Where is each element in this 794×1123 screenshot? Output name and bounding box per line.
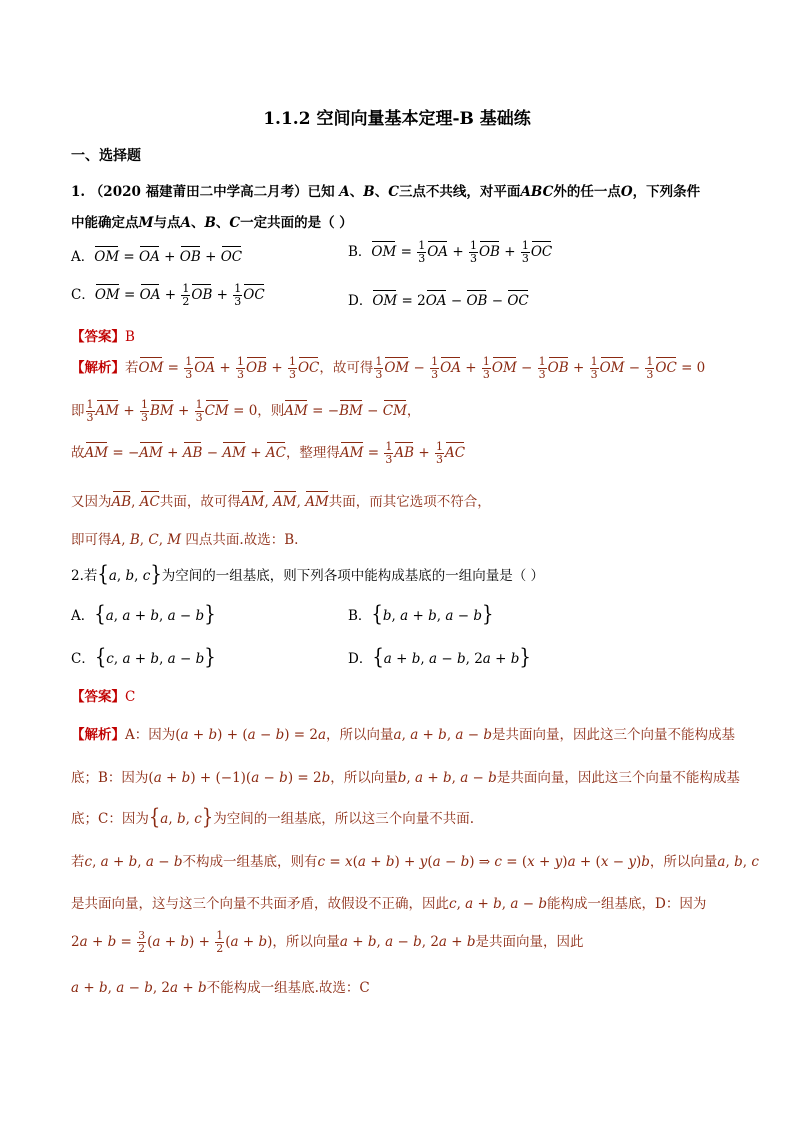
q1-analysis-line3: 故AM = −AM + AB − AM + AC，整理得AM = $\frac{1}{3}$ AB + $\frac{1}{3}$ AC: [71, 440, 466, 466]
q2-analysis-line5: 是共面向量，这与这三个向量不共面矛盾，故假设不正确，因此c, a + b, a − b能构成一组基底，D：因为: [71, 896, 707, 912]
q1-stem-line2: 中能确定点M与点A、B、C一定共面的是（ ）: [71, 215, 353, 231]
q2-analysis-line3: 底；C：因为{a, b, c}为空间的一组基底，所以这三个向量不共面.: [71, 804, 475, 831]
q1-option-c: C．OM = OA + $\frac{1}{2}$ OB + $\frac{1}{3}$ OC: [71, 282, 265, 308]
q1-option-d: D．OM = 2OA − OB − OC: [348, 293, 529, 309]
q1-analysis-line5: 即可得A, B, C, M 四点共面.故选：B.: [71, 532, 299, 548]
q2-analysis-line2: 底；B：因为(a + b) + (−1)(a − b) = 2b，所以向量b, a + b, a − b是共面向量，因此这三个向量不能构成基: [71, 770, 740, 786]
q2-option-a: A．{a, a + b, a − b}: [71, 601, 216, 628]
q2-analysis-line7: a + b, a − b, 2a + b不能构成一组基底.故选：C: [71, 980, 370, 996]
q1-analysis-line1: 【解析】若OM = $\frac{1}{3}$ OA + $\frac{1}{3}$ OB + $\frac{1}{3}$ OC，故可得 $\frac{1}{3}$ OM − $\frac{1}{3}$ OA + $\frac{1}{3}$ OM − $\frac{1}{3}$ OB + $\frac{1}{3}$ OM − $\frac{1}{3}$ OC = 0: [71, 355, 706, 381]
q1-stem-line1: 1. （2020 福建莆田二中学高二月考）已知 A、B、C三点不共线，对平面ABC外的任一点O，下列条件: [71, 184, 701, 200]
q2-option-c: C．{c, a + b, a − b}: [71, 644, 216, 671]
page-title: 1.1.2 空间向量基本定理-B 基础练: [263, 109, 531, 129]
q2-option-d: D．{a + b, a − b, 2a + b}: [348, 644, 531, 671]
q2-analysis-line1: 【解析】A：因为(a + b) + (a − b) = 2a，所以向量a, a + b, a − b是共面向量，因此这三个向量不能构成基: [71, 727, 736, 743]
q1-option-b: B．OM = $\frac{1}{3}$ OA + $\frac{1}{3}$ OB + $\frac{1}{3}$ OC: [348, 239, 553, 265]
section-heading: 一、选择题: [71, 148, 141, 164]
q2-answer: 【答案】C: [71, 689, 136, 705]
q2-analysis-line4: 若c, a + b, a − b不构成一组基底，则有c = x(a + b) + y(a − b) ⇒ c = (x + y)a + (x − y)b，所以向量a, b, c: [71, 854, 759, 870]
q1-analysis-line4: 又因为AB, AC共面，故可得AM, AM, AM共面，而其它选项不符合，: [71, 494, 491, 510]
q2-stem: 2.若{a, b, c}为空间的一组基底，则下列各项中能构成基底的一组向量是（ ）: [71, 561, 545, 588]
q2-option-b: B．{b, a + b, a − b}: [348, 601, 494, 628]
q1-analysis-line2: 即 $\frac{1}{3}$ AM + $\frac{1}{3}$ BM + $\frac{1}{3}$ CM = 0，则AM = −BM − CM，: [71, 398, 421, 424]
q2-analysis-line6: 2a + b = $\frac{3}{2}$ (a + b) + $\frac{1}{2}$ (a + b)，所以向量a + b, a − b, 2a + b是共面向量，因此: [71, 929, 584, 955]
q1-option-a: A．OM = OA + OB + OC: [71, 249, 243, 265]
q1-answer: 【答案】B: [71, 329, 135, 345]
